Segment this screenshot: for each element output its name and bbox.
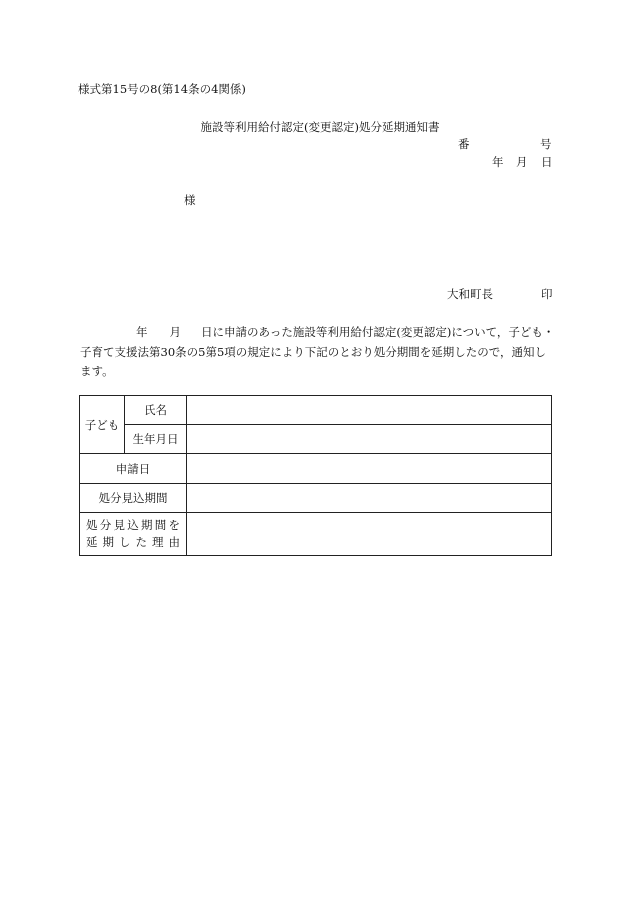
birthdate-value-cell[interactable] (187, 425, 552, 454)
application-date-value-cell[interactable] (187, 454, 552, 484)
reason-label-line2: 延期した理由 (86, 535, 180, 549)
reason-label (80, 513, 187, 556)
document-title: 施設等利用給付認定(変更認定)処分延期通知書 (200, 120, 440, 134)
table-row-name (80, 396, 552, 425)
document-number-go-label: 号 (540, 137, 552, 151)
date-year-label: 年 (492, 155, 504, 169)
application-date-label: 申請日 (80, 454, 187, 484)
form-number: 様式第15号の8(第14条の4関係) (78, 82, 246, 96)
body-text-line1: 日に申請のあった施設等利用給付認定(変更認定)について，子ども・ (201, 325, 555, 339)
body-text-line3: ます。 (80, 364, 114, 378)
name-value-cell[interactable] (187, 396, 552, 425)
details-table (79, 395, 552, 556)
table-row-birthdate (80, 425, 552, 454)
date-month-label: 月 (516, 155, 528, 169)
birthdate-label: 生年月日 (125, 425, 187, 454)
document-number-ban-label: 番 (458, 137, 470, 151)
expected-period-label: 処分見込期間 (80, 484, 187, 513)
table-row-application-date (80, 454, 552, 484)
name-label: 氏名 (125, 396, 187, 425)
addressee-honorific: 様 (184, 193, 196, 207)
body-year-label: 年 (136, 325, 148, 339)
child-label: 子ども (80, 396, 125, 454)
table-row-reason (80, 513, 552, 556)
body-month-label: 月 (169, 325, 181, 339)
body-text-line2: 子育て支援法第30条の5第5項の規定により下記のとおり処分期間を延期したので，通知し (80, 344, 547, 359)
issuer-seal-mark: 印 (541, 287, 553, 301)
reason-value-cell[interactable] (187, 513, 552, 556)
table-row-expected-period (80, 484, 552, 513)
date-day-label: 日 (541, 155, 553, 169)
reason-label-line1: 処分見込期間を (86, 518, 180, 532)
expected-period-value-cell[interactable] (187, 484, 552, 513)
issuer-name: 大和町長 (447, 287, 493, 301)
notice-body (80, 323, 555, 382)
